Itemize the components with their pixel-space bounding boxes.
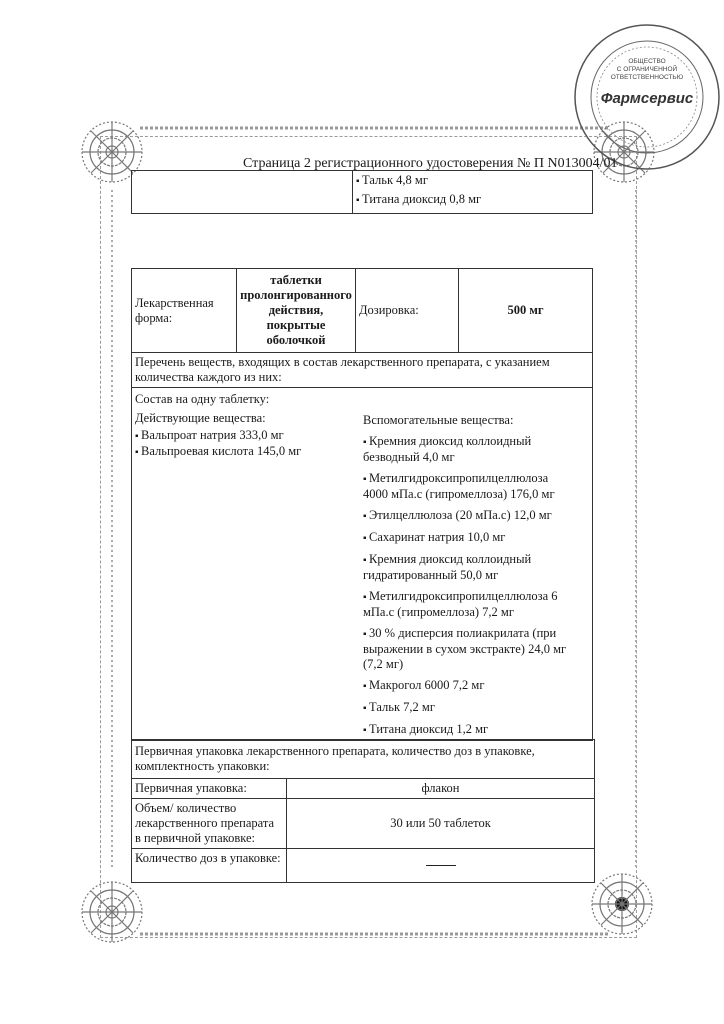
- doses-label: Количество доз в упаковке:: [132, 849, 287, 883]
- volume-value: 30 или 50 таблеток: [287, 799, 595, 849]
- continuation-items: [353, 171, 593, 214]
- dose-value: 500 мг: [459, 269, 593, 353]
- list-item: ▪ Метилгидроксипропилцеллюлоза 4000 мПа.с (гипромеллоза) 176,0 мг: [363, 471, 568, 502]
- company-stamp: [572, 22, 722, 172]
- dash-mark: [426, 865, 456, 866]
- bottom-left-rosette-icon: [78, 878, 146, 946]
- continuation-table: [131, 170, 593, 214]
- per-tablet-label: Состав на одну таблетку:: [135, 392, 270, 406]
- dosage-form-table: [131, 268, 593, 741]
- page-header: Страница 2 регистрационного удостоверения № П N013004/01: [243, 156, 618, 171]
- stamp-line-2: С ОГРАНИЧЕННОЙ: [616, 66, 678, 73]
- list-item: ▪ Метилгидроксипропилцеллюлоза 6 мПа.с (гипромеллоза) 7,2 мг: [363, 589, 568, 620]
- empty-cell: [132, 171, 353, 214]
- excipients-title: Вспомогательные вещества:: [363, 413, 514, 427]
- list-item: ▪ Кремния диоксид коллоидный безводный 4,0 мг: [363, 434, 568, 465]
- composition-title: Перечень веществ, входящих в состав лекарственного препарата, с указанием количества каждого из них:: [132, 353, 593, 388]
- packaging-title: Первичная упаковка лекарственного препарата, количество доз в упаковке, комплектность упаковки:: [132, 740, 595, 779]
- volume-label: Объем/ количество лекарственного препарата в первичной упаковке:: [132, 799, 287, 849]
- stamp-company-name: Фармсервис: [600, 90, 694, 107]
- packaging-table: [131, 739, 595, 883]
- primary-pack-label: Первичная упаковка:: [132, 779, 287, 799]
- active-title: Действующие вещества:: [135, 411, 266, 425]
- list-item: ▪ Кремния диоксид коллоидный гидратированный 50,0 мг: [363, 552, 568, 583]
- list-item: ▪ 30 % дисперсия полиакрилата (при выражении в сухом экстракте) 24,0 мг (7,2 мг): [363, 626, 568, 672]
- form-value: таблетки пролонгированного действия, покрытые оболочкой: [237, 269, 356, 353]
- list-item: ▪ Титана диоксид 1,2 мг: [363, 722, 568, 738]
- primary-pack-value: флакон: [287, 779, 595, 799]
- doses-value: [287, 849, 595, 883]
- list-item: ▪ Вальпроат натрия 333,0 мг: [135, 428, 363, 444]
- stamp-line-1: ОБЩЕСТВО: [628, 58, 666, 65]
- dose-label: Дозировка:: [356, 269, 459, 353]
- list-item: ▪ Этилцеллюлоза (20 мПа.с) 12,0 мг: [363, 508, 568, 524]
- bottom-right-rosette-icon: [588, 870, 656, 938]
- stamp-line-3: ОТВЕТСТВЕННОСТЬЮ: [610, 74, 684, 81]
- list-item: ▪ Вальпроевая кислота 145,0 мг: [135, 444, 363, 460]
- list-item: ▪ Тальк 4,8 мг: [356, 173, 589, 189]
- active-substances: [135, 411, 363, 738]
- form-label: Лекарственная форма:: [132, 269, 237, 353]
- list-item: ▪ Сахаринат натрия 10,0 мг: [363, 530, 568, 546]
- list-item: ▪ Титана диоксид 0,8 мг: [356, 192, 589, 208]
- list-item: ▪ Тальк 7,2 мг: [363, 700, 568, 716]
- list-item: ▪ Макрогол 6000 7,2 мг: [363, 678, 568, 694]
- excipients: [363, 411, 568, 738]
- composition-block: [132, 388, 593, 741]
